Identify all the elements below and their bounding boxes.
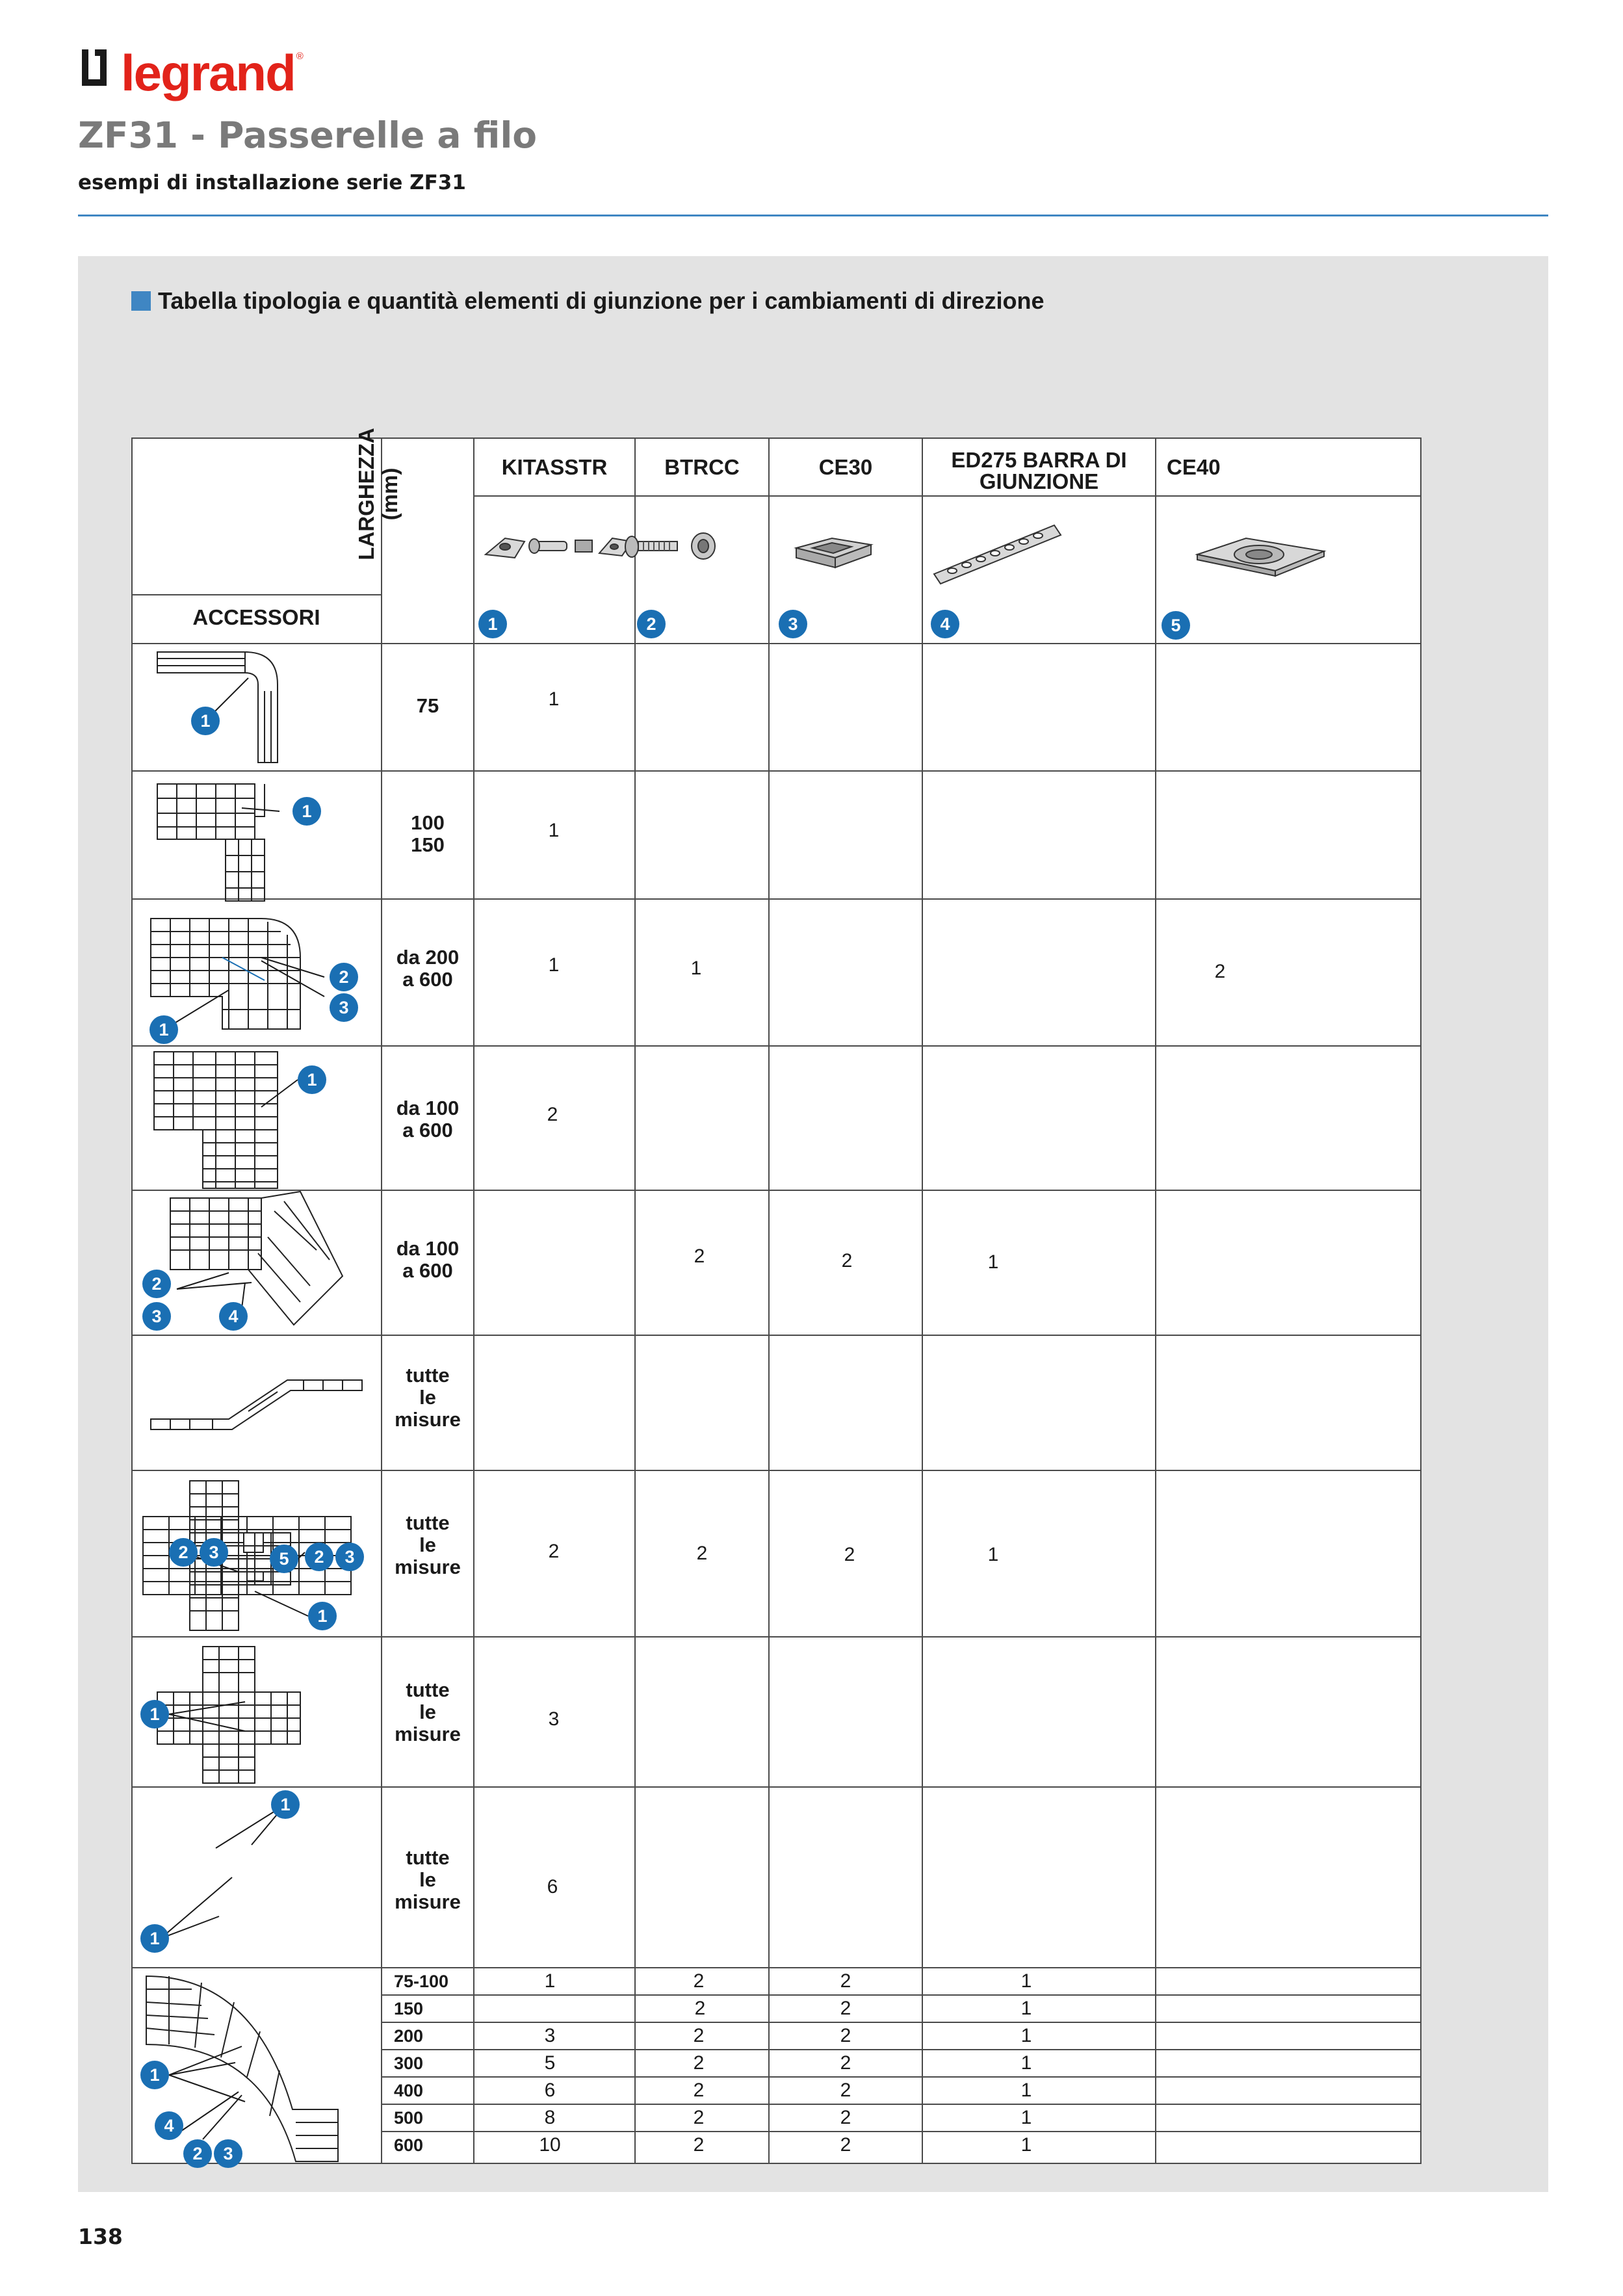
col-header-btrcc: BTRCC — [664, 455, 740, 479]
curve-r3-c3: 2 — [840, 2025, 851, 2046]
junction-table — [131, 437, 1422, 2164]
curve-r2-c2: 2 — [694, 1998, 706, 2019]
legrand-mark-icon — [78, 47, 110, 88]
row3-width-l2: a 600 — [402, 968, 453, 991]
row8-width-l3: misure — [395, 1723, 461, 1745]
r5-c3: 2 — [841, 1250, 853, 1272]
curve-r4-c3: 2 — [840, 2052, 851, 2074]
curve-r7-c1: 10 — [539, 2134, 561, 2156]
curve-r7-c4: 1 — [1020, 2134, 1032, 2156]
row6-width — [382, 1364, 474, 1431]
row2-width — [382, 812, 474, 856]
curve-r4-c4: 1 — [1020, 2052, 1032, 2074]
curve-r6-c1: 8 — [544, 2107, 556, 2128]
r7-c2: 2 — [696, 1543, 708, 1564]
r9-badge-1a: 1 — [271, 1790, 300, 1819]
row7-width — [382, 1512, 474, 1578]
curve-r3-c2: 2 — [693, 2025, 705, 2046]
col-header-ed275 — [922, 449, 1156, 492]
row9-width-l3: misure — [395, 1890, 461, 1913]
curve-r1-c4: 1 — [1020, 1970, 1032, 1992]
curve-r6-c3: 2 — [840, 2107, 851, 2128]
clamp-icon — [796, 538, 871, 567]
row7-width-l1: tutte — [406, 1511, 450, 1534]
row3-width-l1: da 200 — [396, 946, 460, 969]
header-divider — [78, 215, 1548, 216]
row6-width-l3: misure — [395, 1408, 461, 1431]
row7-width-l2: le — [419, 1533, 436, 1556]
row8-width-l2: le — [419, 1701, 436, 1723]
kitasstr-parts-icon — [486, 538, 632, 558]
curve-w1: 75-100 — [394, 1972, 449, 1991]
col-header-ed275-l2: GIUNZIONE — [979, 469, 1099, 493]
bolt-nut-icon — [625, 533, 715, 559]
diagram-bend-45 — [170, 1192, 343, 1325]
brand-reg: ® — [296, 51, 304, 62]
row4-width — [382, 1097, 474, 1141]
curve-r3-c1: 3 — [544, 2025, 556, 2046]
row6-width-l1: tutte — [406, 1364, 450, 1387]
r7-badge-1: 1 — [308, 1602, 337, 1630]
legrand-logo — [78, 44, 304, 101]
diagram-bend-100-600 — [154, 1052, 278, 1188]
r3-badge-2: 2 — [330, 963, 358, 991]
curve-r4-c1: 5 — [544, 2052, 556, 2074]
section-heading — [131, 287, 1045, 315]
r5-badge-3: 3 — [142, 1302, 171, 1331]
curve-r7-c2: 2 — [693, 2134, 705, 2156]
curve-w7: 600 — [394, 2135, 424, 2155]
r5-c4: 1 — [987, 1251, 999, 1273]
curve-r5-c2: 2 — [693, 2080, 705, 2101]
diagram-bend-100-150 — [157, 784, 265, 901]
r3-c5: 2 — [1214, 961, 1226, 982]
r2-badge-1: 1 — [292, 797, 321, 826]
curve-r6-c2: 2 — [693, 2107, 705, 2128]
r7-badge-2a: 2 — [169, 1538, 198, 1567]
col-header-kitasstr: KITASSTR — [501, 455, 608, 479]
page-number: 138 — [78, 2224, 123, 2249]
row9-width-l1: tutte — [406, 1846, 450, 1869]
page-subtitle: esempi di installazione serie ZF31 — [78, 171, 466, 194]
r9-badge-1b: 1 — [140, 1924, 169, 1953]
row4-width-l1: da 100 — [396, 1097, 460, 1119]
curve-r7-c3: 2 — [840, 2134, 851, 2156]
diagram-cross — [157, 1647, 300, 1783]
r7-badge-3b: 3 — [335, 1543, 364, 1571]
r7-c3: 2 — [844, 1544, 855, 1565]
r4-c1: 2 — [547, 1104, 558, 1125]
curve-w4: 300 — [394, 2054, 424, 2073]
r1-c1: 1 — [548, 688, 560, 710]
row9-width-l2: le — [419, 1868, 436, 1891]
curve-r4-c2: 2 — [693, 2052, 705, 2074]
width-header-l1: LARGHEZZA — [354, 428, 378, 560]
row5-width-l2: a 600 — [402, 1259, 453, 1282]
curve-badge-2: 2 — [183, 2139, 212, 2168]
plate-icon — [1197, 538, 1324, 576]
r3-badge-3: 3 — [330, 993, 358, 1022]
page-title: ZF31 - Passerelle a filo — [78, 114, 538, 156]
curve-r1-c2: 2 — [693, 1970, 705, 1992]
col-badge-4: 4 — [931, 610, 959, 638]
row7-width-l3: misure — [395, 1556, 461, 1578]
row5-width — [382, 1238, 474, 1282]
r7-c1: 2 — [548, 1541, 560, 1562]
curve-r5-c4: 1 — [1020, 2080, 1032, 2101]
row1-width — [382, 695, 474, 717]
r3-c1: 1 — [548, 954, 560, 976]
col-header-ce30: CE30 — [818, 455, 873, 479]
curve-r1-c3: 2 — [840, 1970, 851, 1992]
r7-badge-2b: 2 — [305, 1543, 333, 1571]
col-badge-5: 5 — [1162, 611, 1190, 640]
curve-r1-c1: 1 — [544, 1970, 556, 1992]
col-badge-2: 2 — [637, 610, 666, 638]
curve-r2-c3: 2 — [840, 1998, 851, 2019]
curve-badge-1: 1 — [140, 2061, 169, 2089]
r7-badge-5: 5 — [270, 1545, 298, 1573]
row2-width-l1: 100 — [411, 811, 445, 834]
row5-width-l1: da 100 — [396, 1237, 460, 1260]
r5-badge-2: 2 — [142, 1270, 171, 1298]
heading-square-icon — [131, 291, 151, 311]
row8-width — [382, 1679, 474, 1745]
curve-r5-c3: 2 — [840, 2080, 851, 2101]
row1-width-l1: 75 — [416, 694, 439, 717]
diagram-ramp — [151, 1380, 362, 1429]
r3-c2: 1 — [690, 958, 702, 979]
curve-badge-3: 3 — [214, 2139, 242, 2168]
r8-badge-1: 1 — [140, 1700, 169, 1729]
r5-badge-4: 4 — [219, 1302, 248, 1331]
curve-w5: 400 — [394, 2081, 424, 2100]
r7-badge-3a: 3 — [200, 1538, 228, 1567]
r7-c4: 1 — [987, 1544, 999, 1565]
curve-r3-c4: 1 — [1020, 2025, 1032, 2046]
width-header-l2: (mm) — [378, 467, 402, 521]
diagram-bend-200-600 — [151, 919, 300, 1029]
section-heading-text: Tabella tipologia e quantità elementi di giunzione per i cambiamenti di direzione — [158, 287, 1045, 314]
r1-badge-1: 1 — [191, 707, 220, 735]
curve-w3: 200 — [394, 2026, 424, 2046]
curve-badge-4: 4 — [155, 2111, 183, 2140]
row2-width-l2: 150 — [411, 833, 445, 856]
joint-bar-icon — [934, 525, 1061, 584]
row6-width-l2: le — [419, 1386, 436, 1409]
col-header-ed275-l1: ED275 BARRA DI — [951, 448, 1127, 472]
r2-c1: 1 — [548, 820, 560, 841]
row8-width-l1: tutte — [406, 1678, 450, 1701]
col-badge-3: 3 — [779, 610, 807, 638]
curve-w6: 500 — [394, 2108, 424, 2128]
r9-c1: 6 — [547, 1876, 558, 1898]
r5-c2: 2 — [694, 1246, 705, 1267]
curve-w2: 150 — [394, 1999, 424, 2018]
diagram-bend-75 — [157, 652, 278, 763]
brand-name: legrand — [121, 44, 295, 101]
row9-width — [382, 1847, 474, 1913]
col-header-ce40: CE40 — [1167, 455, 1221, 479]
width-header-text — [355, 428, 402, 560]
col-badge-1: 1 — [478, 610, 507, 638]
curve-r2-c4: 1 — [1020, 1998, 1032, 2019]
r8-c1: 3 — [548, 1708, 560, 1730]
accessori-header: ACCESSORI — [192, 605, 320, 629]
table-grid-lines — [131, 437, 1422, 2164]
curve-r6-c4: 1 — [1020, 2107, 1032, 2128]
row4-width-l2: a 600 — [402, 1119, 453, 1141]
row3-width — [382, 946, 474, 991]
r4-badge-1: 1 — [298, 1065, 326, 1094]
r3-badge-1: 1 — [149, 1015, 178, 1044]
curve-r5-c1: 6 — [544, 2080, 556, 2101]
